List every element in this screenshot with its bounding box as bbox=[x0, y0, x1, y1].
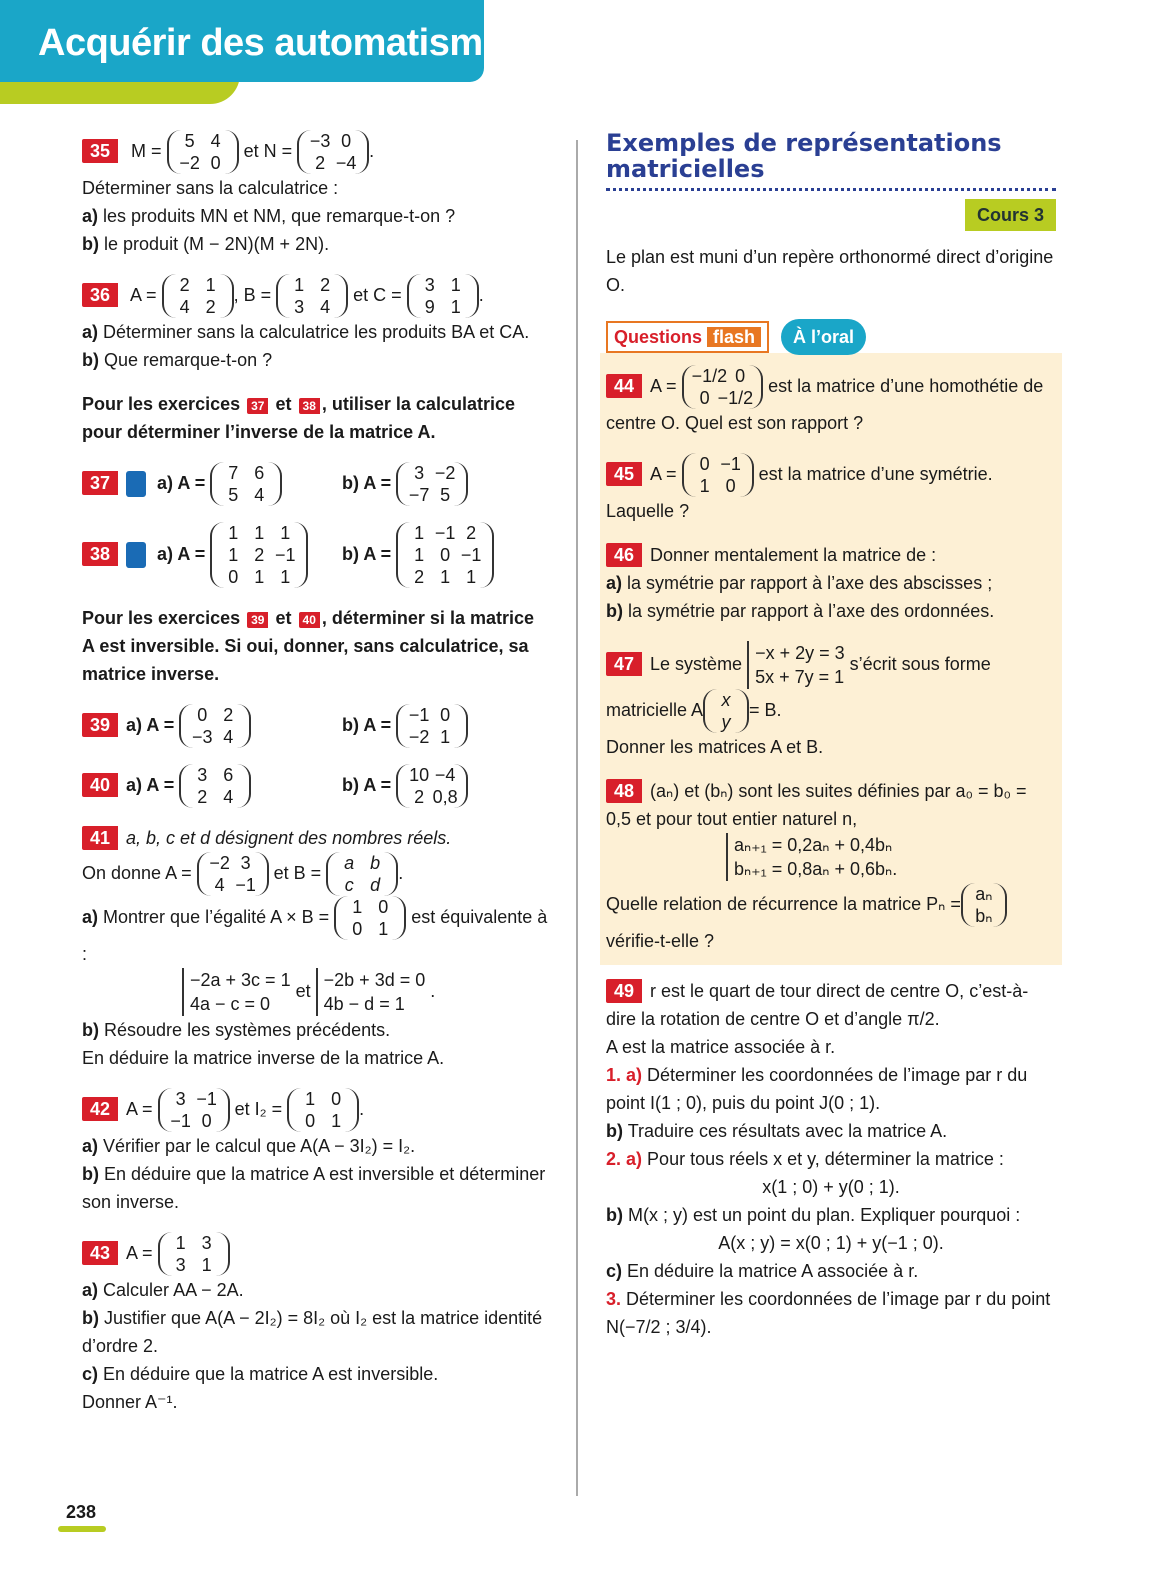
exercise-number: 44 bbox=[606, 374, 642, 398]
matrix-a: 0 2 −3 4 bbox=[179, 704, 251, 748]
matrix-a: 7 6 5 4 bbox=[210, 462, 282, 506]
text: M = bbox=[131, 140, 162, 161]
exercise-number: 49 bbox=[606, 979, 642, 1003]
exercise-36: 36 A = 2 1 4 2, B = 1 2 3 4 et C = 3 1 9 1. a) Déterminer sans la calculatrice les produits BA et CA. b) Que remarque-t-on ? bbox=[82, 274, 548, 374]
item-b: b) Que remarque-t-on ? bbox=[82, 350, 273, 370]
matrix-b: 3 −2 −7 5 bbox=[396, 462, 468, 506]
text: et N = bbox=[243, 140, 293, 161]
dotted-separator bbox=[606, 188, 1056, 191]
calculator-icon bbox=[126, 471, 146, 497]
exercise-number: 41 bbox=[82, 826, 118, 850]
matrix-m: 5 4 −2 0 bbox=[167, 130, 239, 174]
vector-xy: x y bbox=[703, 689, 749, 733]
systems: −2a + 3c = 1 4a − c = 0 et −2b + 3d = 0 4b − d = 1 . bbox=[82, 968, 548, 1016]
exercise-number: 38 bbox=[82, 542, 118, 566]
page-title: Acquérir des automatismes bbox=[38, 22, 524, 64]
line: Déterminer sans la calculatrice : bbox=[82, 178, 339, 198]
exercise-48: 48 (aₙ) et (bₙ) sont les suites définies par a₀ = b₀ = 0,5 et pour tout entier naturel n, aₙ₊₁ = 0,2aₙ + 0,4bₙ bₙ₊₁ = 0,8aₙ + 0,6bₙ. Quelle relation de récurrence la matrice Pₙ = aₙ bₙ vérifie-t-elle ? bbox=[606, 777, 1052, 955]
cours-badge[interactable]: Cours 3 bbox=[965, 199, 1056, 231]
expression: A(x ; y) = x(0 ; 1) + y(−1 ; 0). bbox=[718, 1233, 944, 1253]
item-a: a) les produits MN et NM, que remarque-t-on ? bbox=[82, 206, 456, 226]
item-b: b) le produit (M − 2N)(M + 2N). bbox=[82, 234, 330, 254]
exercise-42: 42 A = 3 −1 −1 0 et I₂ = 1 0 0 1. a) Vérifier par le calcul que A(A − 3I₂) = I₂. b) En déduire que la matrice A est inversible et déterminer son inverse. bbox=[82, 1089, 546, 1212]
exercise-40: 40 a) A = 3 6 2 4 b) A = 10 −4 2 0,8 bbox=[82, 764, 548, 808]
exercise-37: 37 a) A = 7 6 5 4 b) A = 3 −2 −7 5 bbox=[82, 462, 548, 506]
calculator-icon bbox=[126, 542, 146, 568]
exercise-number: 35 bbox=[82, 139, 118, 163]
identity-matrix: 1 0 0 1 bbox=[287, 1088, 359, 1132]
matrix-a: 3 6 2 4 bbox=[179, 764, 251, 808]
instruction-37-38: Pour les exercices 37 et 38 , utiliser la calculatrice pour déterminer l’inverse de la matrice A. bbox=[82, 394, 515, 442]
line: Donner les matrices A et B. bbox=[606, 737, 824, 757]
intro: Le plan est muni d’un repère orthonormé direct d’origine O. bbox=[606, 247, 1054, 295]
exercise-number: 37 bbox=[82, 471, 118, 495]
exercise-46: 46 Donner mentalement la matrice de : a) la symétrie par rapport à l’axe des abscisses ; b) la symétrie par rapport à l’axe des ordonnées. bbox=[606, 545, 995, 621]
line: A est la matrice associée à r. bbox=[606, 1037, 836, 1057]
matrix-c: 3 1 9 1 bbox=[407, 274, 479, 318]
exercise-41: 41 a, b, c et d désignent des nombres réels. On donne A = −2 3 4 −1 et B = a b c d. a) Montrer que l’égalité A × B = 1 0 0 1 est équivalente à : −2a + 3c = 1 4a − c = 0 et −2b + 3d = 0 4b − d = 1 . b) Résoudre les systèmes précédents. En déduire la matrice inverse de la matrice A. bbox=[82, 824, 548, 1072]
exercise-number: 36 bbox=[82, 283, 118, 307]
matrix-b: 1 −1 2 1 0 −1 2 1 1 bbox=[396, 522, 494, 588]
matrix-a: 0 −1 1 0 bbox=[682, 453, 754, 497]
exercise-45: 45 A = 0 −1 1 0 est la matrice d’une symétrie. Laquelle ? bbox=[606, 454, 993, 521]
exercise-49: 49 r est le quart de tour direct de centre O, c’est-à-dire la rotation de centre O et d’angle π/2. A est la matrice associée à r. 1. a) Déterminer les coordonnées de l’image par r du point I(1 ; 0), puis du point J(0 ; 1). b) Traduire ces résultats avec la matrice A. 2. a) Pour tous réels x et y, déterminer la matrice : x(1 ; 0) + y(0 ; 1). b) M(x ; y) est un point du plan. Expliquer pourquoi : A(x ; y) = x(0 ; 1) + y(−1 ; 0). c) En déduire la matrice A associée à r. 3. Déterminer les coordonnées de l’image par r du point N(−7/2 ; 3/4). bbox=[606, 977, 1056, 1341]
exercise-43: 43 A = 1 3 3 1 a) Calculer AA − 2A. b) Justifier que A(A − 2I₂) = 8I₂ où I₂ est la matrice identité d’ordre 2. c) En déduire que la matrice A est inversible. Donner A⁻¹. bbox=[82, 1232, 548, 1416]
left-column bbox=[82, 130, 548, 1432]
exercise-35: 35 M = 5 4 −2 0 et N = −3 0 2 −4. Déterminer sans la calculatrice : a) les produits MN et NM, que remarque-t-on ? b) le produit (M − 2N)(M + 2N). bbox=[82, 130, 548, 258]
exercise-39: 39 a) A = 0 2 −3 4 b) A = −1 0 −2 1 bbox=[82, 704, 548, 748]
questions-flash-panel bbox=[600, 353, 1062, 965]
exercise-number: 48 bbox=[606, 779, 642, 803]
exercise-number: 45 bbox=[606, 462, 642, 486]
questions-flash-badge: Questions flash bbox=[606, 321, 769, 353]
matrix-b: 1 2 3 4 bbox=[276, 274, 348, 318]
exercise-44: 44 A = −1/2 0 0 −1/2 est la matrice d’une homothétie de centre O. Quel est son rapport ? bbox=[606, 366, 1044, 433]
matrix-b: 10 −4 2 0,8 bbox=[396, 764, 468, 808]
matrix-a: −1/2 0 0 −1/2 bbox=[682, 365, 764, 409]
exercise-number: 42 bbox=[82, 1097, 118, 1121]
exercise-number: 40 bbox=[82, 773, 118, 797]
matrix-a: −2 3 4 −1 bbox=[197, 852, 269, 896]
oral-badge: À l’oral bbox=[781, 319, 866, 355]
matrix-a: 3 −1 −1 0 bbox=[158, 1088, 230, 1132]
item-a: a) Déterminer sans la calculatrice les produits BA et CA. bbox=[82, 322, 530, 342]
exercise-38: 38 a) A = 1 1 1 1 2 −1 0 1 1 b) A = 1 −1 2 1 0 −1 2 1 1 bbox=[82, 522, 548, 588]
matrix-a: 2 1 4 2 bbox=[162, 274, 234, 318]
line: vérifie-t-elle ? bbox=[606, 931, 715, 951]
exercise-number: 46 bbox=[606, 543, 642, 567]
line: En déduire la matrice inverse de la matrice A. bbox=[82, 1048, 445, 1068]
matrix-b: −1 0 −2 1 bbox=[396, 704, 468, 748]
line: Donner A⁻¹. bbox=[82, 1392, 178, 1412]
page-number-underline bbox=[58, 1526, 106, 1532]
right-column bbox=[606, 130, 1056, 1341]
section-title: Exemples de représentations matricielles bbox=[606, 129, 1002, 183]
page-number: 238 bbox=[66, 1502, 97, 1522]
matrix-a: 1 3 3 1 bbox=[158, 1232, 230, 1276]
vector-ab: aₙ bₙ bbox=[961, 883, 1007, 927]
column-divider bbox=[576, 140, 578, 1496]
exercise-47: 47 Le système −x + 2y = 3 5x + 7y = 1 s’écrit sous forme matricielle A x y= B. Donner les matrices A et B. bbox=[606, 641, 1052, 761]
exercise-number: 43 bbox=[82, 1241, 118, 1265]
matrix-a: 1 1 1 1 2 −1 0 1 1 bbox=[210, 522, 308, 588]
matrix-n: −3 0 2 −4 bbox=[297, 130, 369, 174]
matrix-b: a b c d bbox=[326, 852, 398, 896]
exercise-number: 39 bbox=[82, 713, 118, 737]
identity-matrix: 1 0 0 1 bbox=[334, 896, 406, 940]
expression: x(1 ; 0) + y(0 ; 1). bbox=[762, 1177, 900, 1197]
instruction-39-40: Pour les exercices 39 et 40 , déterminer si la matrice A est inversible. Si oui, donner, sans calculatrice, sa matrice inverse. bbox=[82, 608, 534, 684]
exercise-number: 47 bbox=[606, 652, 642, 676]
